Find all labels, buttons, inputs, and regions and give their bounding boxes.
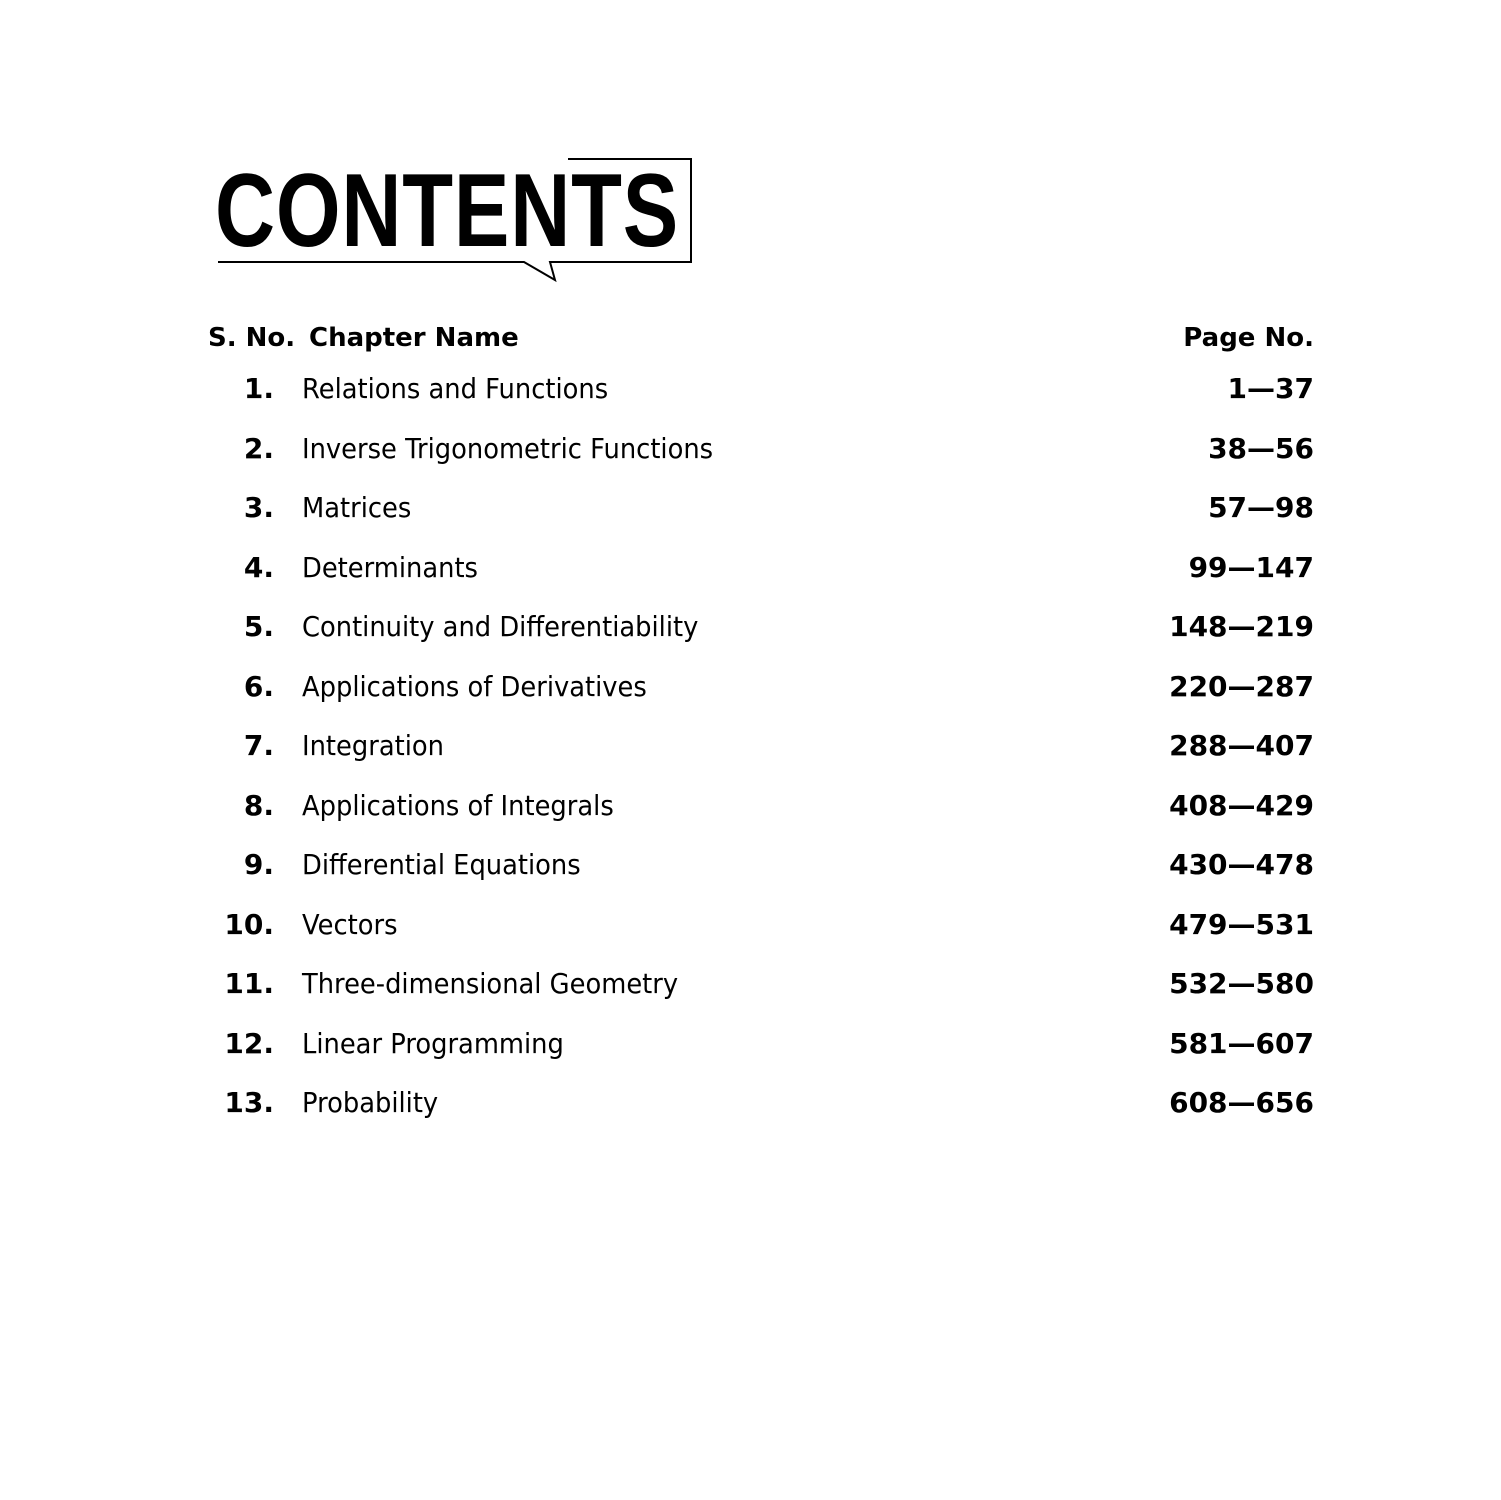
chapter-number: 2.	[243, 431, 274, 465]
chapter-row[interactable]	[208, 657, 1314, 717]
chapter-row[interactable]	[208, 359, 1314, 419]
chapter-pages: 581—607	[1169, 1026, 1314, 1060]
chapter-row[interactable]	[208, 776, 1314, 836]
chapter-name: Inverse Trigonometric Functions	[302, 431, 714, 465]
chapter-list	[208, 359, 1314, 1133]
chapter-pages: 532—580	[1169, 967, 1314, 1000]
chapter-row[interactable]	[208, 478, 1314, 538]
chapter-pages: 479—531	[1169, 907, 1314, 941]
chapter-row[interactable]	[208, 835, 1314, 895]
chapter-number: 7.	[243, 729, 274, 762]
chapter-pages: 288—407	[1169, 729, 1314, 762]
chapter-row[interactable]	[208, 419, 1314, 479]
chapter-pages: 38—56	[1208, 431, 1314, 465]
chapter-pages: 430—478	[1169, 848, 1314, 881]
chapter-name: Matrices	[302, 491, 412, 524]
chapter-number: 6.	[243, 669, 274, 703]
chapter-pages: 220—287	[1169, 669, 1314, 703]
chapter-name: Differential Equations	[302, 848, 581, 881]
chapter-name: Applications of Derivatives	[302, 669, 647, 703]
chapter-name: Determinants	[302, 550, 478, 584]
chapter-number: 12.	[224, 1026, 274, 1060]
chapter-row[interactable]	[208, 895, 1314, 955]
chapter-name: Applications of Integrals	[302, 788, 614, 822]
chapter-pages: 608—656	[1169, 1086, 1314, 1119]
chapter-row[interactable]	[208, 1014, 1314, 1074]
title-banner	[210, 150, 700, 290]
chapter-row[interactable]	[208, 1073, 1314, 1133]
chapter-pages: 1—37	[1227, 372, 1314, 405]
chapter-row[interactable]	[208, 954, 1314, 1014]
chapter-name: Integration	[302, 729, 444, 762]
chapter-name: Continuity and Differentiability	[302, 610, 699, 643]
chapter-row[interactable]	[208, 597, 1314, 657]
chapter-name: Linear Programming	[302, 1026, 564, 1060]
chapter-row[interactable]	[208, 538, 1314, 598]
chapter-number: 11.	[224, 967, 274, 1000]
chapter-pages: 99—147	[1188, 550, 1314, 584]
header-sno: S. No.	[208, 323, 296, 353]
chapter-name: Vectors	[302, 907, 398, 941]
chapter-number: 10.	[224, 907, 274, 941]
chapter-number: 5.	[243, 610, 274, 643]
chapter-number: 3.	[243, 491, 274, 524]
chapter-number: 4.	[243, 550, 274, 584]
chapter-pages: 408—429	[1169, 788, 1314, 822]
header-page-no: Page No.	[1183, 323, 1314, 353]
chapter-pages: 57—98	[1208, 491, 1314, 524]
header-chapter-name: Chapter Name	[309, 323, 519, 353]
chapter-number: 13.	[224, 1086, 274, 1119]
table-header	[208, 318, 1314, 358]
chapter-pages: 148—219	[1169, 610, 1314, 643]
chapter-name: Relations and Functions	[302, 372, 609, 405]
chapter-number: 8.	[243, 788, 274, 822]
chapter-number: 1.	[243, 372, 274, 405]
chapter-number: 9.	[243, 848, 274, 881]
chapter-name: Probability	[302, 1086, 439, 1119]
page-title: CONTENTS	[215, 153, 679, 269]
chapter-name: Three-dimensional Geometry	[302, 967, 679, 1000]
chapter-row[interactable]	[208, 716, 1314, 776]
